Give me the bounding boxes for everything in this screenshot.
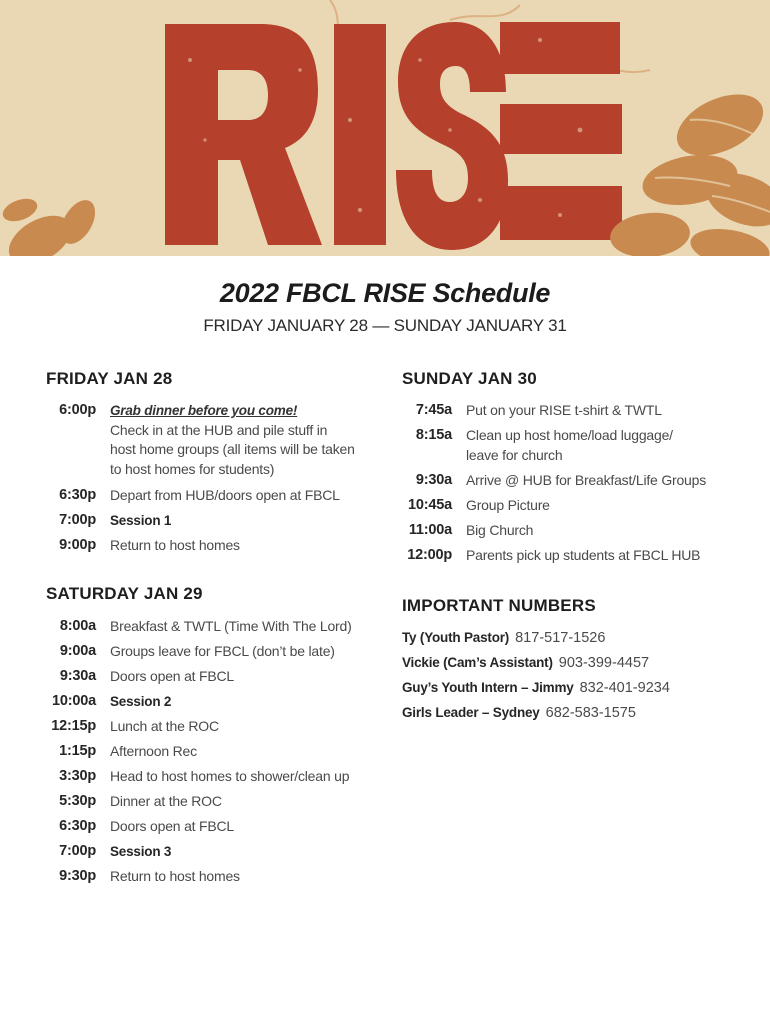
schedule-desc: Big Church <box>466 522 534 538</box>
schedule-desc: Session 2 <box>110 694 172 709</box>
schedule-row <box>402 496 706 521</box>
schedule-time: 7:00p <box>59 512 96 528</box>
page-subtitle: FRIDAY JANUARY 28 — SUNDAY JANUARY 31 <box>203 316 567 335</box>
schedule-time: 9:30p <box>59 868 96 884</box>
schedule-row <box>46 767 352 792</box>
schedule-desc: Group Picture <box>466 497 550 513</box>
schedule-desc: Groups leave for FBCL (don’t be late) <box>110 643 335 659</box>
schedule-time: 7:45a <box>415 402 452 418</box>
schedule-row <box>46 867 352 892</box>
schedule-row <box>46 511 355 536</box>
contact-phone: 817-517-1526 <box>515 630 606 646</box>
contact-name: Girls Leader – Sydney <box>402 705 540 720</box>
schedule-row <box>402 546 706 571</box>
schedule-row <box>46 667 352 692</box>
schedule-time: 1:15p <box>59 743 96 759</box>
contact-row <box>402 653 670 678</box>
schedule-time: 6:30p <box>59 818 96 834</box>
important-numbers-heading: IMPORTANT NUMBERS <box>402 596 596 615</box>
schedule-row <box>46 401 355 486</box>
schedule-desc-line: Clean up host home/load luggage/ <box>466 427 673 443</box>
schedule-row <box>46 486 355 511</box>
schedule-desc: Return to host homes <box>110 868 240 884</box>
schedule-row <box>402 426 706 471</box>
schedule-desc: Arrive @ HUB for Breakfast/Life Groups <box>466 472 707 488</box>
schedule-desc-line: host home groups (all items will be taken <box>110 441 355 457</box>
schedule-desc: Dinner at the ROC <box>110 793 222 809</box>
schedule-time: 8:15a <box>415 427 452 443</box>
contact-name: Vickie (Cam’s Assistant) <box>402 655 553 670</box>
schedule-time: 12:00p <box>407 547 452 563</box>
schedule-row <box>46 817 352 842</box>
schedule-time: 5:30p <box>59 793 96 809</box>
sunday-heading: SUNDAY JAN 30 <box>402 369 537 388</box>
schedule-desc: Lunch at the ROC <box>110 718 219 734</box>
schedule-row <box>46 717 352 742</box>
schedule-desc: Breakfast & TWTL (Time With The Lord) <box>110 618 352 634</box>
rise-logo-graphic <box>0 0 770 256</box>
schedule-desc: Depart from HUB/doors open at FBCL <box>110 487 340 503</box>
schedule-desc: Put on your RISE t-shirt & TWTL <box>466 402 662 418</box>
schedule-desc-line: to host homes for students) <box>110 460 275 477</box>
schedule-desc: Doors open at FBCL <box>110 818 235 834</box>
schedule-row <box>46 692 352 717</box>
contact-row <box>402 678 670 703</box>
contact-phone: 682-583-1575 <box>545 705 636 721</box>
schedule-time: 12:15p <box>51 718 96 734</box>
contact-row <box>402 628 670 653</box>
schedule-time: 7:00p <box>59 843 96 859</box>
schedule-time: 10:45a <box>408 497 452 513</box>
schedule-desc: Doors open at FBCL <box>110 668 235 684</box>
schedule-note: Grab dinner before you come! <box>110 403 298 418</box>
saturday-schedule <box>46 617 352 892</box>
schedule-row <box>402 471 706 496</box>
schedule-row <box>402 521 706 546</box>
contact-phone: 832-401-9234 <box>579 680 670 696</box>
schedule-desc: Session 3 <box>110 844 172 859</box>
schedule-row <box>46 617 352 642</box>
schedule-desc: Afternoon Rec <box>110 743 197 759</box>
schedule-row <box>402 401 706 426</box>
schedule-time: 10:00a <box>52 693 96 709</box>
contact-name: Ty (Youth Pastor) <box>402 630 510 645</box>
contact-phone: 903-399-4457 <box>558 655 650 671</box>
schedule-row <box>46 792 352 817</box>
contact-row <box>402 703 670 728</box>
schedule-time: 9:00a <box>59 643 96 659</box>
schedule-desc <box>466 426 673 465</box>
friday-schedule <box>46 401 355 561</box>
contact-name: Guy’s Youth Intern – Jimmy <box>402 680 574 695</box>
page-title: 2022 FBCL RISE Schedule <box>219 278 551 308</box>
schedule-row <box>46 742 352 767</box>
schedule-time: 11:00a <box>408 522 452 538</box>
schedule-time: 6:00p <box>59 402 96 418</box>
schedule-time: 8:00a <box>59 618 96 634</box>
schedule-row <box>46 536 355 561</box>
schedule-desc <box>110 401 355 479</box>
friday-heading: FRIDAY JAN 28 <box>46 369 173 388</box>
schedule-desc: Return to host homes <box>110 537 240 553</box>
rise-banner <box>0 0 770 256</box>
schedule-time: 9:30a <box>415 472 452 488</box>
schedule-time: 9:00p <box>59 537 96 553</box>
schedule-desc-line: Check in at the HUB and pile stuff in <box>110 421 328 438</box>
important-numbers-list <box>402 628 670 728</box>
schedule-time: 3:30p <box>59 768 96 784</box>
schedule-desc-line: leave for church <box>466 446 563 463</box>
sunday-schedule <box>402 401 706 571</box>
schedule-row <box>46 842 352 867</box>
schedule-time: 9:30a <box>59 668 96 684</box>
schedule-desc: Parents pick up students at FBCL HUB <box>466 547 701 563</box>
schedule-desc: Head to host homes to shower/clean up <box>110 768 350 784</box>
saturday-heading: SATURDAY JAN 29 <box>46 584 203 603</box>
schedule-row <box>46 642 352 667</box>
schedule-time: 6:30p <box>59 487 96 503</box>
schedule-desc: Session 1 <box>110 513 172 528</box>
